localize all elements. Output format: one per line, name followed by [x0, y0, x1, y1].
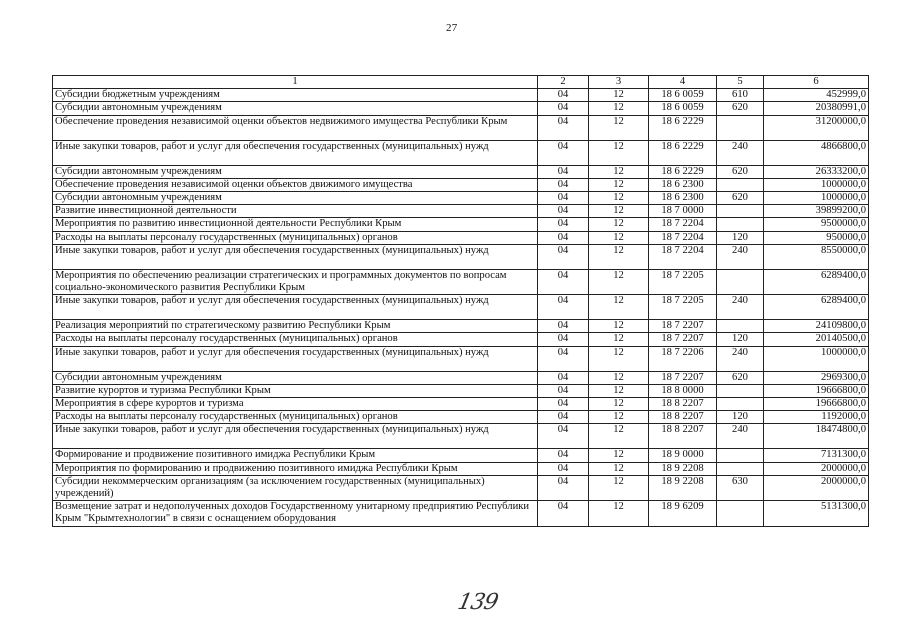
row-amount: 1000000,0: [764, 192, 869, 205]
row-subsection: 12: [589, 411, 649, 424]
row-name: Иные закупки товаров, работ и услуг для обеспечения государственных (муниципальных) нужд: [53, 140, 538, 165]
header-col-4: 4: [649, 76, 717, 89]
row-name: Мероприятия по формированию и продвижению позитивного имиджа Республики Крым: [53, 462, 538, 475]
table-row: [53, 501, 869, 526]
row-amount: 1000000,0: [764, 346, 869, 371]
row-target-code: 18 7 2207: [649, 333, 717, 346]
table-row: [53, 102, 869, 115]
row-expense-type: 240: [717, 346, 764, 371]
row-subsection: 12: [589, 424, 649, 449]
table-row: [53, 140, 869, 165]
row-target-code: 18 8 2207: [649, 398, 717, 411]
table-row: [53, 462, 869, 475]
row-subsection: 12: [589, 231, 649, 244]
row-name: Формирование и продвижение позитивного имиджа Республики Крым: [53, 449, 538, 462]
row-name: Иные закупки товаров, работ и услуг для обеспечения государственных (муниципальных) нужд: [53, 424, 538, 449]
row-amount: 19666800,0: [764, 398, 869, 411]
row-amount: 5131300,0: [764, 501, 869, 526]
row-section: 04: [538, 115, 589, 140]
row-amount: 2000000,0: [764, 462, 869, 475]
row-name: Расходы на выплаты персоналу государственных (муниципальных) органов: [53, 231, 538, 244]
row-subsection: 12: [589, 333, 649, 346]
row-expense-type: [717, 501, 764, 526]
table-row: [53, 449, 869, 462]
row-name: Возмещение затрат и недополученных доходов Государственному унитарному предприятию Республики Крым "Крымтехнологии" в связи с оснащением оборудования: [53, 501, 538, 526]
row-expense-type: [717, 449, 764, 462]
table-header-row: [53, 76, 869, 89]
row-target-code: 18 6 2229: [649, 165, 717, 178]
table-row: [53, 165, 869, 178]
row-section: 04: [538, 501, 589, 526]
row-amount: 26333200,0: [764, 165, 869, 178]
row-section: 04: [538, 475, 589, 500]
row-expense-type: 620: [717, 371, 764, 384]
row-amount: 1000000,0: [764, 178, 869, 191]
row-section: 04: [538, 411, 589, 424]
row-section: 04: [538, 178, 589, 191]
row-subsection: 12: [589, 115, 649, 140]
row-amount: 7131300,0: [764, 449, 869, 462]
row-section: 04: [538, 231, 589, 244]
row-section: 04: [538, 346, 589, 371]
header-col-2: 2: [538, 76, 589, 89]
table-row: [53, 218, 869, 231]
row-amount: 9500000,0: [764, 218, 869, 231]
row-subsection: 12: [589, 244, 649, 269]
row-subsection: 12: [589, 269, 649, 294]
row-section: 04: [538, 333, 589, 346]
table-row: [53, 295, 869, 320]
table-row: [53, 371, 869, 384]
row-expense-type: 240: [717, 295, 764, 320]
row-subsection: 12: [589, 102, 649, 115]
row-section: 04: [538, 269, 589, 294]
row-amount: 6289400,0: [764, 295, 869, 320]
row-section: 04: [538, 102, 589, 115]
row-subsection: 12: [589, 178, 649, 191]
row-target-code: 18 7 2205: [649, 295, 717, 320]
row-name: Развитие инвестиционной деятельности: [53, 205, 538, 218]
row-expense-type: 610: [717, 89, 764, 102]
row-expense-type: [717, 178, 764, 191]
table-row: [53, 333, 869, 346]
table-row: [53, 115, 869, 140]
row-section: 04: [538, 320, 589, 333]
table-row: [53, 346, 869, 371]
row-section: 04: [538, 384, 589, 397]
row-section: 04: [538, 218, 589, 231]
row-name: Обеспечение проведения независимой оценки объектов движимого имущества: [53, 178, 538, 191]
row-amount: 452999,0: [764, 89, 869, 102]
row-subsection: 12: [589, 295, 649, 320]
row-name: Расходы на выплаты персоналу государственных (муниципальных) органов: [53, 411, 538, 424]
row-target-code: 18 7 0000: [649, 205, 717, 218]
row-section: 04: [538, 205, 589, 218]
row-expense-type: 240: [717, 244, 764, 269]
row-name: Иные закупки товаров, работ и услуг для обеспечения государственных (муниципальных) нужд: [53, 346, 538, 371]
row-expense-type: 620: [717, 192, 764, 205]
row-amount: 4866800,0: [764, 140, 869, 165]
row-amount: 950000,0: [764, 231, 869, 244]
header-col-6: 6: [764, 76, 869, 89]
row-expense-type: [717, 384, 764, 397]
row-name: Субсидии некоммерческим организациям (за исключением государственных (муниципальных) учреждений): [53, 475, 538, 500]
row-subsection: 12: [589, 205, 649, 218]
table-row: [53, 424, 869, 449]
row-target-code: 18 6 0059: [649, 102, 717, 115]
row-subsection: 12: [589, 140, 649, 165]
row-subsection: 12: [589, 501, 649, 526]
row-section: 04: [538, 295, 589, 320]
row-amount: 20380991,0: [764, 102, 869, 115]
row-target-code: 18 8 0000: [649, 384, 717, 397]
row-target-code: 18 8 2207: [649, 424, 717, 449]
row-name: Расходы на выплаты персоналу государственных (муниципальных) органов: [53, 333, 538, 346]
row-expense-type: 120: [717, 231, 764, 244]
row-subsection: 12: [589, 475, 649, 500]
row-subsection: 12: [589, 462, 649, 475]
row-section: 04: [538, 371, 589, 384]
row-expense-type: 620: [717, 165, 764, 178]
row-subsection: 12: [589, 371, 649, 384]
table-row: [53, 192, 869, 205]
row-section: 04: [538, 244, 589, 269]
row-target-code: 18 6 2229: [649, 115, 717, 140]
row-section: 04: [538, 424, 589, 449]
row-expense-type: [717, 462, 764, 475]
row-name: Субсидии автономным учреждениям: [53, 371, 538, 384]
row-section: 04: [538, 165, 589, 178]
row-expense-type: 120: [717, 333, 764, 346]
row-target-code: 18 8 2207: [649, 411, 717, 424]
row-section: 04: [538, 140, 589, 165]
row-target-code: 18 7 2204: [649, 231, 717, 244]
row-amount: 2000000,0: [764, 475, 869, 500]
row-subsection: 12: [589, 89, 649, 102]
row-amount: 20140500,0: [764, 333, 869, 346]
row-target-code: 18 7 2204: [649, 244, 717, 269]
row-amount: 1192000,0: [764, 411, 869, 424]
row-name: Субсидии автономным учреждениям: [53, 192, 538, 205]
row-target-code: 18 9 6209: [649, 501, 717, 526]
row-target-code: 18 6 2300: [649, 178, 717, 191]
row-target-code: 18 6 2229: [649, 140, 717, 165]
row-section: 04: [538, 449, 589, 462]
row-expense-type: 240: [717, 424, 764, 449]
row-expense-type: [717, 398, 764, 411]
row-name: Реализация мероприятий по стратегическому развитию Республики Крым: [53, 320, 538, 333]
row-target-code: 18 7 2206: [649, 346, 717, 371]
table-row: [53, 231, 869, 244]
row-name: Мероприятия в сфере курортов и туризма: [53, 398, 538, 411]
row-target-code: 18 7 2207: [649, 371, 717, 384]
table-row: [53, 178, 869, 191]
table-row: [53, 320, 869, 333]
row-section: 04: [538, 462, 589, 475]
row-amount: 18474800,0: [764, 424, 869, 449]
row-target-code: 18 7 2204: [649, 218, 717, 231]
row-target-code: 18 7 2207: [649, 320, 717, 333]
row-subsection: 12: [589, 398, 649, 411]
row-amount: 24109800,0: [764, 320, 869, 333]
row-target-code: 18 7 2205: [649, 269, 717, 294]
row-amount: 8550000,0: [764, 244, 869, 269]
row-subsection: 12: [589, 449, 649, 462]
row-subsection: 12: [589, 192, 649, 205]
row-expense-type: [717, 115, 764, 140]
row-target-code: 18 6 2300: [649, 192, 717, 205]
row-name: Мероприятия по обеспечению реализации стратегических и программных документов по вопросам социально-экономического развития Республики Крым: [53, 269, 538, 294]
row-name: Субсидии автономным учреждениям: [53, 165, 538, 178]
row-expense-type: [717, 205, 764, 218]
page-number: 27: [446, 22, 458, 34]
table-row: [53, 269, 869, 294]
row-expense-type: 120: [717, 411, 764, 424]
table-row: [53, 205, 869, 218]
row-expense-type: 240: [717, 140, 764, 165]
row-expense-type: 630: [717, 475, 764, 500]
row-subsection: 12: [589, 218, 649, 231]
row-expense-type: [717, 269, 764, 294]
row-subsection: 12: [589, 384, 649, 397]
table-row: [53, 89, 869, 102]
row-target-code: 18 9 2208: [649, 462, 717, 475]
row-subsection: 12: [589, 320, 649, 333]
row-section: 04: [538, 398, 589, 411]
table-row: [53, 398, 869, 411]
row-section: 04: [538, 89, 589, 102]
row-expense-type: 620: [717, 102, 764, 115]
header-col-1: 1: [53, 76, 538, 89]
row-target-code: 18 6 0059: [649, 89, 717, 102]
table-row: [53, 384, 869, 397]
table-row: [53, 411, 869, 424]
row-name: Субсидии автономным учреждениям: [53, 102, 538, 115]
row-target-code: 18 9 2208: [649, 475, 717, 500]
header-col-3: 3: [589, 76, 649, 89]
row-name: Субсидии бюджетным учреждениям: [53, 89, 538, 102]
row-name: Развитие курортов и туризма Республики Крым: [53, 384, 538, 397]
row-amount: 31200000,0: [764, 115, 869, 140]
row-name: Иные закупки товаров, работ и услуг для обеспечения государственных (муниципальных) нужд: [53, 295, 538, 320]
table-row: [53, 244, 869, 269]
row-expense-type: [717, 320, 764, 333]
row-target-code: 18 9 0000: [649, 449, 717, 462]
row-amount: 19666800,0: [764, 384, 869, 397]
row-subsection: 12: [589, 165, 649, 178]
row-name: Мероприятия по развитию инвестиционной деятельности Республики Крым: [53, 218, 538, 231]
row-amount: 6289400,0: [764, 269, 869, 294]
row-amount: 2969300,0: [764, 371, 869, 384]
table-row: [53, 475, 869, 500]
budget-table: [52, 75, 869, 527]
row-name: Обеспечение проведения независимой оценки объектов недвижимого имущества Республики Крым: [53, 115, 538, 140]
handwritten-page-number: 139: [455, 590, 500, 615]
row-expense-type: [717, 218, 764, 231]
row-amount: 39899200,0: [764, 205, 869, 218]
row-subsection: 12: [589, 346, 649, 371]
row-section: 04: [538, 192, 589, 205]
header-col-5: 5: [717, 76, 764, 89]
row-name: Иные закупки товаров, работ и услуг для обеспечения государственных (муниципальных) нужд: [53, 244, 538, 269]
